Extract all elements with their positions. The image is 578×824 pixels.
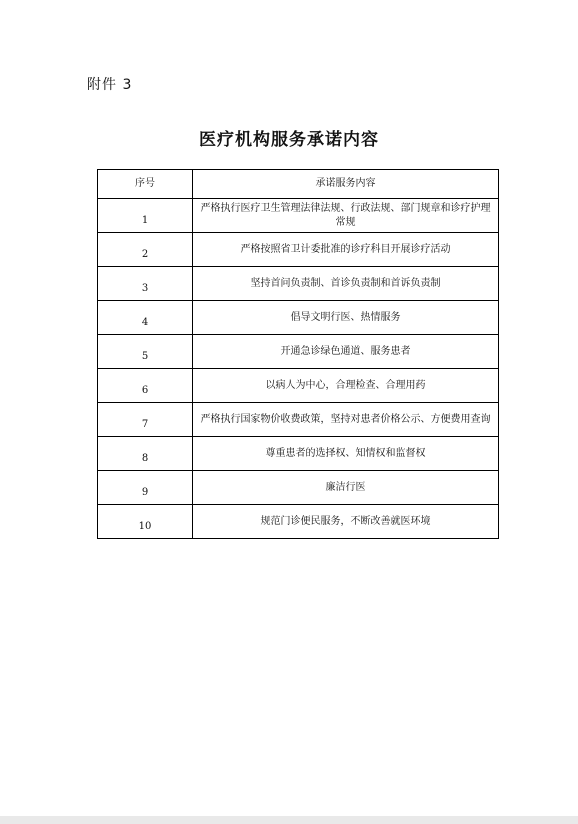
table-row: [98, 233, 499, 267]
table-row: [98, 403, 499, 437]
row-content: 严格执行国家物价收费政策，坚持对患者价格公示、方便费用查询: [193, 403, 499, 437]
table-row: [98, 199, 499, 233]
row-number: 10: [98, 505, 193, 539]
table-row: [98, 301, 499, 335]
service-commitment-table: [97, 169, 499, 539]
row-number: 3: [98, 267, 193, 301]
row-number: 5: [98, 335, 193, 369]
row-content: 尊重患者的选择权、知情权和监督权: [193, 437, 499, 471]
row-number: 6: [98, 369, 193, 403]
row-content: 开通急诊绿色通道、服务患者: [193, 335, 499, 369]
header-commitment-content: 承诺服务内容: [193, 170, 499, 199]
row-content: 坚持首问负责制、首诊负责制和首诉负责制: [193, 267, 499, 301]
row-number: 2: [98, 233, 193, 267]
row-content: 廉洁行医: [193, 471, 499, 505]
row-content: 严格执行医疗卫生管理法律法规、行政法规、部门规章和诊疗护理常规: [193, 199, 499, 233]
row-number: 4: [98, 301, 193, 335]
table-row: [98, 335, 499, 369]
header-serial-number: 序号: [98, 170, 193, 199]
table-header-row: [98, 170, 499, 199]
document-title: 医疗机构服务承诺内容: [199, 130, 379, 150]
attachment-label: 附件 3: [87, 77, 133, 93]
table-row: [98, 437, 499, 471]
row-number: 7: [98, 403, 193, 437]
table-row: [98, 267, 499, 301]
row-content: 以病人为中心，合理检查、合理用药: [193, 369, 499, 403]
row-number: 8: [98, 437, 193, 471]
row-content: 倡导文明行医、热情服务: [193, 301, 499, 335]
table-row: [98, 471, 499, 505]
table-row: [98, 505, 499, 539]
row-content: 规范门诊便民服务，不断改善就医环境: [193, 505, 499, 539]
table-row: [98, 369, 499, 403]
page-bottom-edge: [0, 816, 578, 824]
row-number: 9: [98, 471, 193, 505]
row-content: 严格按照省卫计委批准的诊疗科目开展诊疗活动: [193, 233, 499, 267]
row-number: 1: [98, 199, 193, 233]
